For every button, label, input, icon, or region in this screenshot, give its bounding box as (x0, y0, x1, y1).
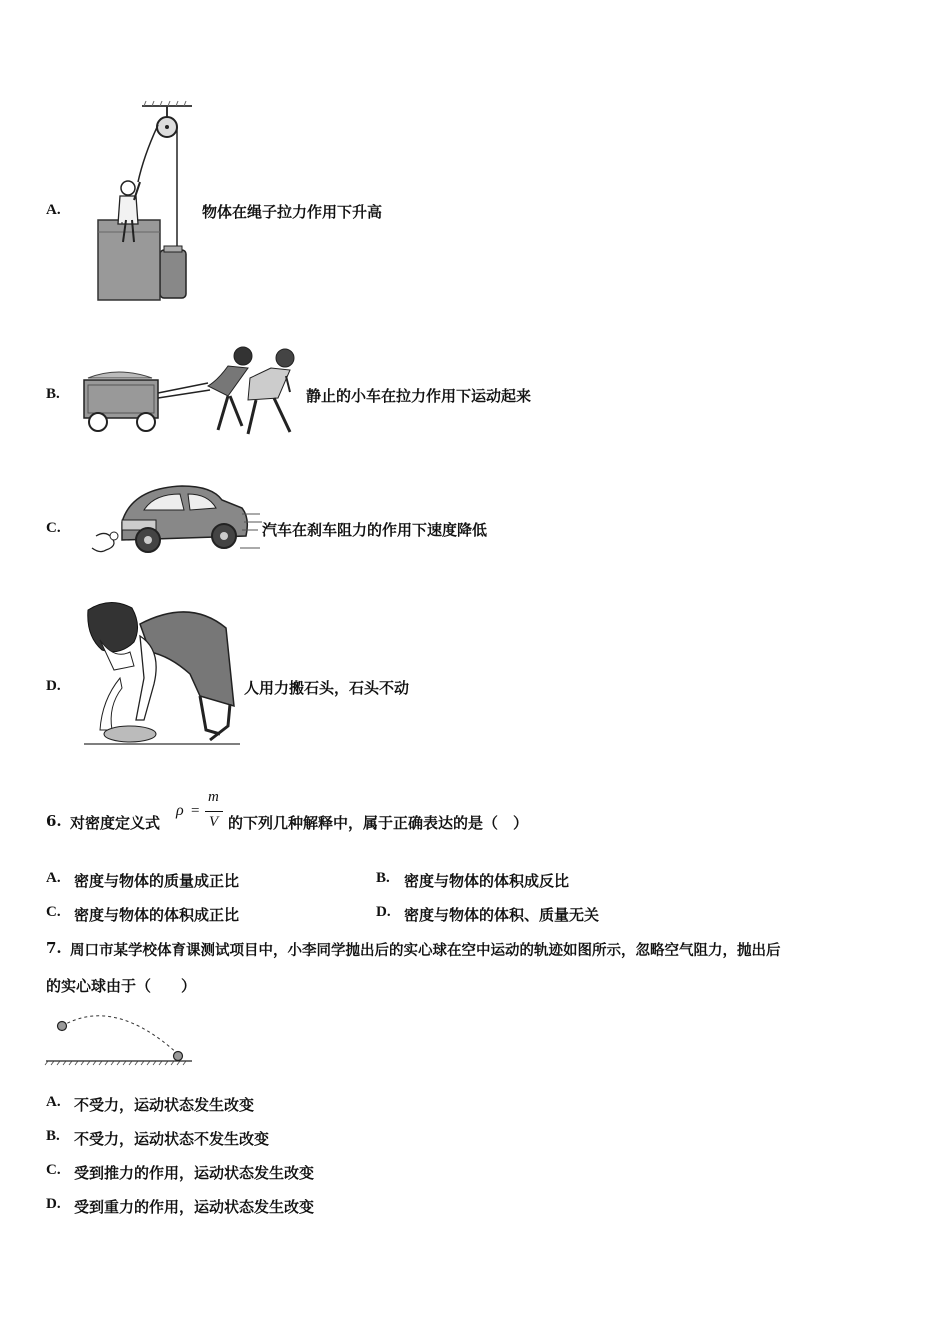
option-d-letter: D. (46, 678, 61, 694)
option-b-letter: B. (46, 386, 60, 402)
q6-option-a-letter: A. (46, 870, 61, 886)
option-a-letter: A. (46, 202, 61, 218)
option-c-text: 汽车在刹车阻力的作用下速度降低 (262, 521, 488, 539)
formula-equals: = (191, 803, 200, 819)
q7-option-b-letter: B. (46, 1128, 60, 1144)
q7-stem-line2: 的实心球由于（ ） (46, 977, 197, 995)
option-a-text: 物体在绳子拉力作用下升高 (202, 203, 383, 221)
option-c-letter: C. (46, 520, 61, 536)
q7-option-a-text: 不受力，运动状态发生改变 (74, 1096, 255, 1114)
q6-option-c-text: 密度与物体的体积成正比 (74, 906, 240, 924)
q6-option-c-letter: C. (46, 904, 61, 920)
q7-option-c-text: 受到推力的作用，运动状态发生改变 (74, 1164, 315, 1182)
option-b-text: 静止的小车在拉力作用下运动起来 (306, 387, 532, 405)
q6-option-b-letter: B. (376, 870, 390, 886)
ball-trajectory-icon (44, 1004, 196, 1066)
formula-rho: ρ (176, 802, 184, 819)
q7-option-b-text: 不受力，运动状态不发生改变 (74, 1130, 270, 1148)
formula-numerator: m (208, 789, 219, 805)
q6-stem-after: 的下列几种解释中，属于正确表达的是（ ） (228, 814, 529, 832)
car-braking-icon (82, 474, 262, 562)
formula-fraction-bar (205, 811, 223, 812)
q7-option-c-letter: C. (46, 1162, 61, 1178)
q6-number: 6. (46, 812, 62, 830)
q7-number: 7. (46, 939, 62, 957)
q6-stem-before: 对密度定义式 (70, 814, 161, 832)
option-d-text: 人用力搬石头，石头不动 (244, 679, 410, 697)
q7-stem-line1: 周口市某学校体育课测试项目中，小李同学抛出后的实心球在空中运动的轨迹如图所示，忽略空气阻力，抛出后 (70, 942, 781, 959)
q6-option-d-text: 密度与物体的体积、质量无关 (404, 906, 600, 924)
q7-option-d-letter: D. (46, 1196, 61, 1212)
formula-denominator: V (209, 814, 219, 830)
q7-option-a-letter: A. (46, 1094, 61, 1110)
pulley-lifting-icon (92, 100, 198, 312)
children-pulling-cart-icon (78, 338, 304, 440)
q6-option-b-text: 密度与物体的体积成反比 (404, 872, 570, 890)
q6-option-d-letter: D. (376, 904, 391, 920)
q6-option-a-text: 密度与物体的质量成正比 (74, 872, 240, 890)
person-lifting-stone-icon (80, 596, 242, 748)
q7-option-d-text: 受到重力的作用，运动状态发生改变 (74, 1198, 315, 1216)
